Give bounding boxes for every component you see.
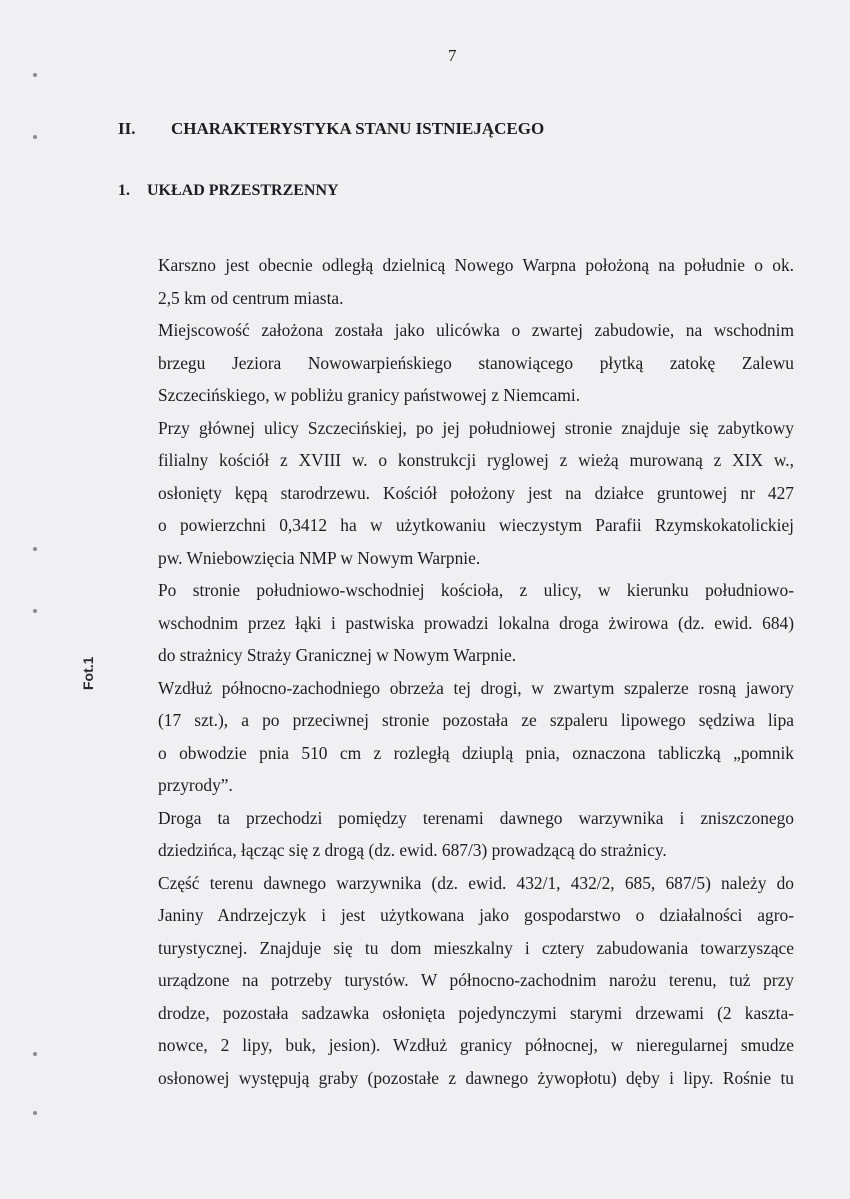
subsection-title: UKŁAD PRZESTRZENNY	[147, 182, 339, 199]
paragraph	[158, 867, 794, 1095]
text-line: dziedzińca, łącząc się z drogą (dz. ewid. 687/3) prowadzącą do strażnicy.	[158, 840, 667, 860]
text-line: do strażnicy Straży Granicznej w Nowym Warpnie.	[158, 645, 517, 665]
binding-hole-mark	[33, 547, 37, 551]
section-number: II.	[118, 119, 136, 138]
text-line: Janiny Andrzejczyk i jest użytkowana jako gospodarstwo o działalności agro-	[158, 905, 794, 925]
paragraph	[158, 802, 794, 867]
binding-hole-mark	[33, 609, 37, 613]
text-line: Część terenu dawnego warzywnika (dz. ewid. 432/1, 432/2, 685, 687/5) należy do	[158, 872, 794, 893]
text-line: Karszno jest obecnie odległą dzielnicą Nowego Warpna położoną na południe o ok.	[158, 255, 794, 275]
text-line: o powierzchni 0,3412 ha w użytkowaniu wieczystym Parafii Rzymskokatolickiej	[158, 515, 794, 535]
binding-hole-mark	[33, 1111, 37, 1115]
text-line: przyrody”.	[158, 775, 233, 795]
text-line: Szczecińskiego, w pobliżu granicy państwowej z Niemcami.	[158, 385, 581, 405]
text-line: pw. Wniebowzięcia NMP w Nowym Warpnie.	[158, 547, 481, 568]
text-line: o obwodzie pnia 510 cm z rozległą dziuplą pnia, oznaczona tabliczką „pomnik	[158, 742, 794, 763]
photo-reference-label: Fot.1	[80, 656, 96, 690]
text-line: Miejscowość założona została jako ulicówka o zwartej zabudowie, na wschodnim	[158, 320, 794, 340]
text-line: Droga ta przechodzi pomiędzy terenami dawnego warzywnika i zniszczonego	[158, 807, 794, 828]
text-line: drodze, pozostała sadzawka osłonięta pojedynczymi starymi drzewami (2 kaszta-	[158, 1002, 794, 1023]
section-heading	[118, 119, 544, 139]
text-line: Wzdłuż północno-zachodniego obrzeża tej drogi, w zwartym szpalerze rosną jawory	[158, 677, 794, 698]
text-line: filialny kościół z XVIII w. o konstrukcji ryglowej z wieżą murowaną z XIX w.,	[158, 450, 794, 470]
text-line: nowce, 2 lipy, buk, jesion). Wzdłuż granicy północnej, w nieregularnej smudze	[158, 1035, 794, 1055]
paragraph	[158, 574, 794, 672]
text-line: Przy głównej ulicy Szczecińskiej, po jej południowej stronie znajduje się zabytkowy	[158, 417, 794, 438]
text-line: (17 szt.), a po przeciwnej stronie pozostała ze szpaleru lipowego sędziwa lipa	[158, 710, 794, 730]
text-line: wschodnim przez łąki i pastwiska prowadzi lokalna droga żwirowa (dz. ewid. 684)	[158, 612, 794, 633]
binding-hole-mark	[33, 73, 37, 77]
subsection-number: 1.	[118, 182, 130, 199]
subsection-heading	[118, 182, 339, 200]
page-number: 7	[448, 46, 457, 65]
text-line: Po stronie południowo-wschodniej kościoła, z ulicy, w kierunku południowo-	[158, 580, 794, 600]
text-line: urządzone na potrzeby turystów. W północno-zachodnim narożu terenu, tuż przy	[158, 970, 794, 990]
text-line: osłonowej występują graby (pozostałe z dawnego żywopłotu) dęby i lipy. Rośnie tu	[158, 1067, 794, 1088]
section-title: CHARAKTERYSTYKA STANU ISTNIEJĄCEGO	[171, 119, 545, 138]
binding-hole-mark	[33, 1052, 37, 1056]
binding-hole-mark	[33, 135, 37, 139]
body-text	[158, 249, 794, 1094]
paragraph	[158, 412, 794, 575]
paragraph	[158, 314, 794, 412]
text-line: 2,5 km od centrum miasta.	[158, 287, 344, 308]
paragraph	[158, 672, 794, 802]
text-line: osłonięty kępą starodrzewu. Kościół położony jest na działce gruntowej nr 427	[158, 482, 794, 503]
text-line: brzegu Jeziora Nowowarpieńskiego stanowiącego płytką zatokę Zalewu	[158, 352, 794, 373]
text-line: turystycznej. Znajduje się tu dom mieszkalny i cztery zabudowania towarzyszące	[158, 937, 794, 958]
paragraph	[158, 249, 794, 314]
